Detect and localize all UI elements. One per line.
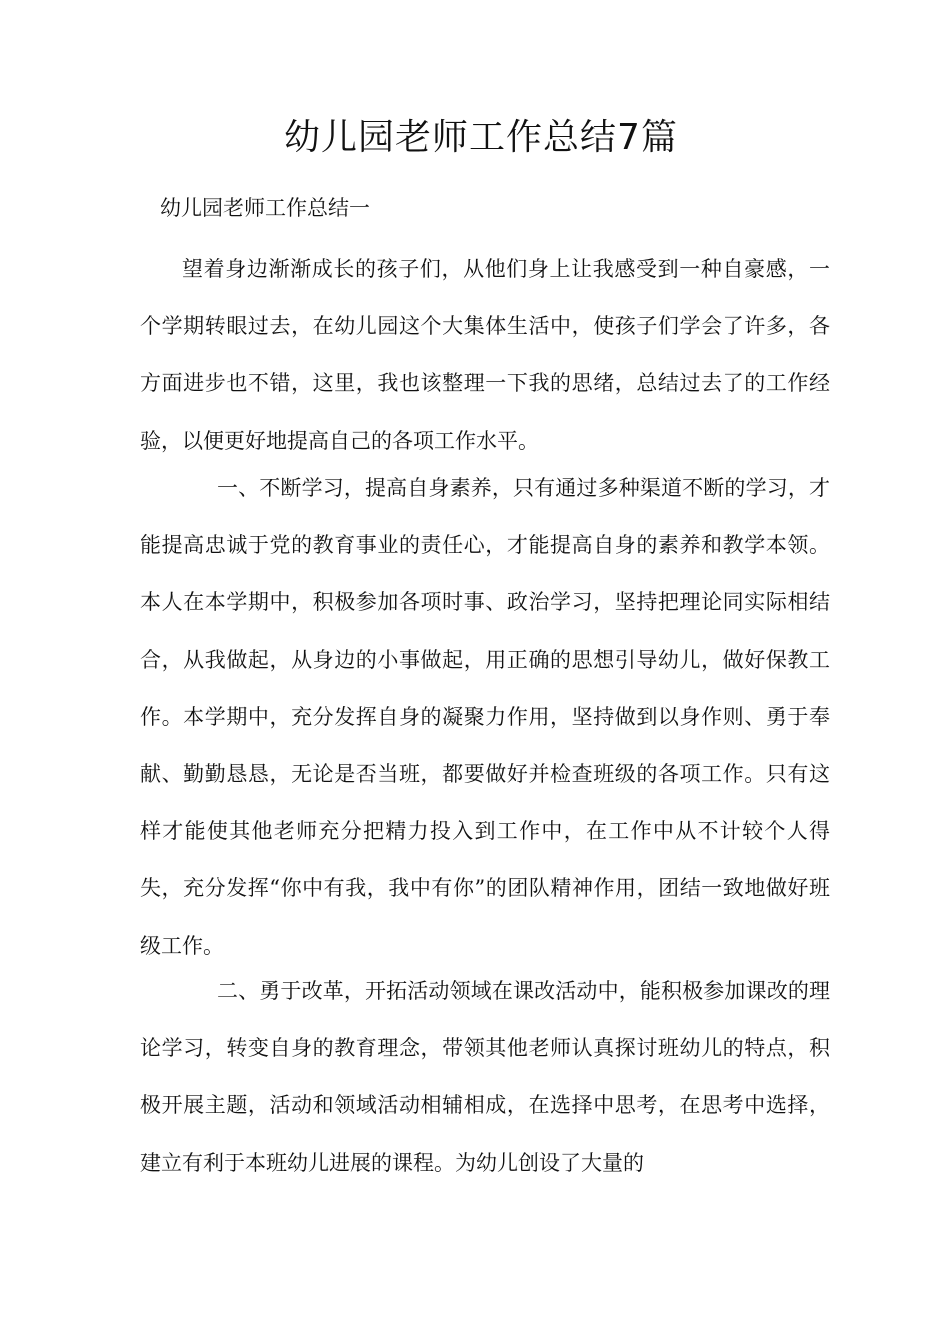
document-title: 幼儿园老师工作总结7篇 bbox=[284, 117, 678, 158]
section-heading: 幼儿园老师工作总结一 bbox=[160, 196, 370, 220]
paragraph-study: 一、不断学习，提高自身素养，只有通过多种渠道不断的学习，才能提高忠诚于党的教育事业的责任心，才能提高自身的素养和教学本领。本人在本学期中，积极参加各项时事、政治学习，坚持把理论同实际相结合，从我做起，从身边的小事做起，用正确的思想引导幼儿，做好保教工作。本学期中，充分发挥自身的凝聚力作用，坚持做到以身作则、勇于奉献、勤勤恳恳，无论是否当班，都要做好并检查班级的各项工作。只有这样才能使其他老师充分把精力投入到工作中，在工作中从不计较个人得失，充分发挥“你中有我，我中有你”的团队精神作用，团结一致地做好班级工作。 bbox=[140, 476, 830, 958]
paragraph-reform: 二、勇于改革，开拓活动领域在课改活动中，能积极参加课改的理论学习，转变自身的教育理念，带领其他老师认真探讨班幼儿的特点，积极开展主题，活动和领域活动相辅相成，在选择中思考，在思考中选择，建立有利于本班幼儿进展的课程。为幼儿创设了大量的 bbox=[140, 979, 830, 1175]
paragraph-intro: 望着身边渐渐成长的孩子们，从他们身上让我感受到一种自豪感，一个学期转眼过去，在幼儿园这个大集体生活中，使孩子们学会了许多，各方面进步也不错，这里，我也该整理一下我的思绪，总结过去了的工作经验，以便更好地提高自己的各项工作水平。 bbox=[140, 257, 830, 453]
